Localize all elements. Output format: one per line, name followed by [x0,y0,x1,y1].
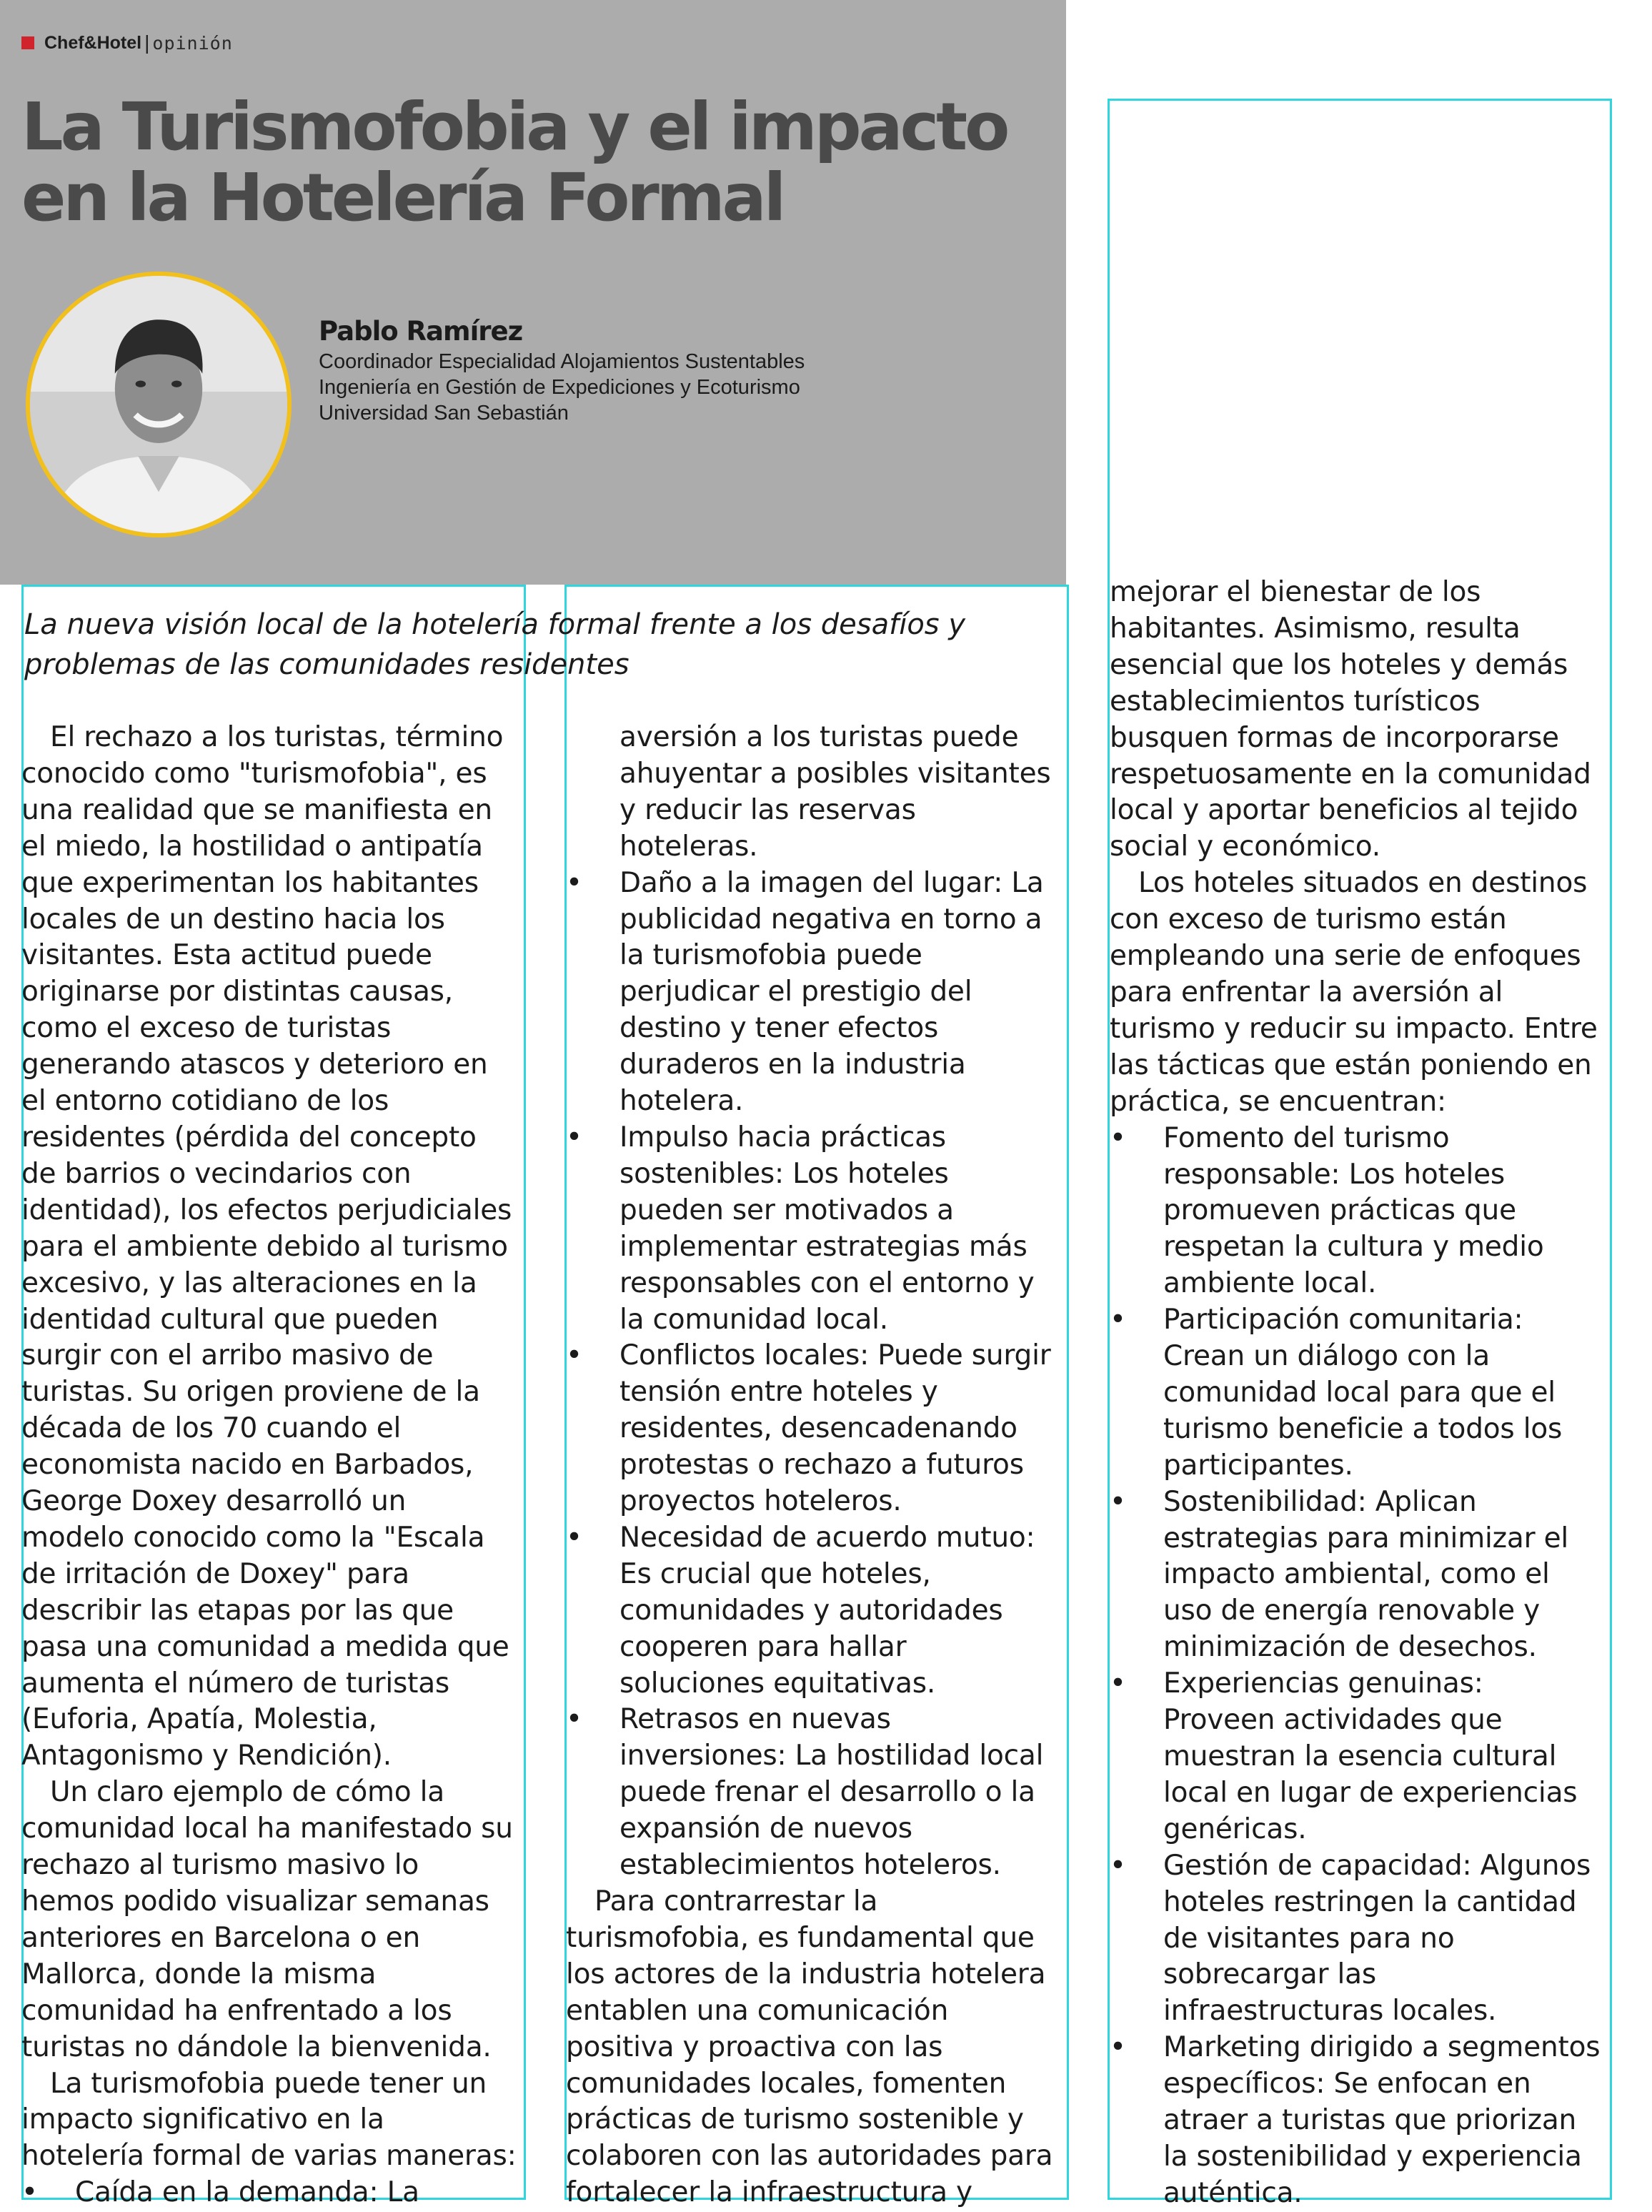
body-line: pasa una comunidad a medida que [21,1630,509,1663]
body-line: responsables con el entorno y [620,1266,1035,1299]
body-line: Es crucial que hoteles, [620,1557,931,1590]
body-line: generando atascos y deterioro en [21,1048,488,1081]
bullet-line: • Gestión de capacidad: Algunos [1110,1848,1638,1885]
body-line: prácticas de turismo sostenible y [566,2103,1024,2136]
body-line: específicos: Se enfocan en [1163,2068,1531,2101]
body-line: local en lugar de experiencias [1163,1776,1578,1809]
brand-name: Chef&Hotel [44,32,142,53]
body-line: Crean un diálogo con la [1163,1340,1491,1373]
body-line: hoteleras. [620,830,758,863]
body-line: anteriores en Barcelona o en [21,1921,420,1954]
author-university: Universidad San Sebastián [319,402,569,425]
author-role: Coordinador Especialidad Alojamientos Sustentables [319,350,805,373]
body-line: para enfrentar la aversión al [1110,976,1503,1008]
body-line: pueden ser motivados a [620,1194,954,1226]
body-line: comunidades locales, fomenten [566,2067,1007,2100]
body-line: publicidad negativa en torno a [620,903,1043,936]
author-program: Ingeniería en Gestión de Expediciones y Ecoturismo [319,376,800,399]
body-line: las tácticas que están poniendo en [1110,1048,1592,1081]
body-line: hemos podido visualizar semanas [21,1885,489,1918]
body-line: y reducir las reservas [620,793,916,826]
body-line: positiva y proactiva con las [566,2030,943,2063]
body-line: George Doxey desarrolló un [21,1485,407,1518]
body-line: de visitantes para no [1163,1922,1455,1955]
column-3 [1110,575,1638,2212]
body-line: estrategias para minimizar el [1163,1522,1569,1554]
body-line: puede frenar el desarrollo o la [620,1776,1035,1809]
body-line: esencial que los hoteles y demás [1110,648,1568,681]
author-avatar [26,272,292,537]
body-line: empleando una serie de enfoques [1110,940,1581,973]
body-line: la sostenibilidad y experiencia [1163,2140,1582,2173]
body-line: infraestructuras locales. [1163,1995,1497,2028]
body-line: comunidades y autoridades [620,1594,1003,1627]
body-line: uso de energía renovable y [1163,1594,1540,1627]
body-line: los actores de la industria hotelera [566,1958,1046,1990]
body-line: turismo y reducir su impacto. Entre [1110,1012,1598,1045]
body-line: El rechazo a los turistas, término [50,721,504,753]
bullet-line: • Necesidad de acuerdo mutuo: [566,1520,1095,1557]
body-line: la turismofobia puede [620,939,922,972]
body-line: establecimientos hoteleros. [620,1849,1001,1882]
body-line: soluciones equitativas. [620,1667,936,1700]
body-line: destino y tener efectos [620,1012,939,1045]
body-line: cooperen para hallar [620,1630,907,1663]
subtitle-line: La nueva visión local de la hotelería formal frente a los desafíos y [24,608,966,641]
body-line: con exceso de turismo están [1110,903,1507,936]
body-line: social y económico. [1110,830,1380,863]
body-line: turistas no dándole la bienvenida. [21,2030,492,2063]
body-line: describir las etapas por las que [21,1594,454,1627]
body-line: comunidad local para que el [1163,1376,1556,1409]
body-line: aumenta el número de turistas [21,1667,450,1700]
bullet-line: • Impulso hacia prácticas [566,1120,1095,1156]
body-line: (Euforia, Apatía, Molestia, [21,1703,377,1736]
brand [21,31,233,54]
brand-square-icon [21,36,34,49]
body-line: residentes (pérdida del concepto [21,1121,477,1154]
body-line: Proveen actividades que [1163,1704,1503,1737]
author-name: Pablo Ramírez [319,316,523,347]
body-line: el miedo, la hostilidad o antipatía [21,830,483,863]
brand-separator: | [144,31,150,54]
body-line: fortalecer la infraestructura y [566,2176,972,2209]
body-line: participantes. [1163,1449,1353,1482]
body-line: identidad), los efectos perjudiciales [21,1194,512,1226]
body-line: de irritación de Doxey" para [21,1557,409,1590]
body-line: turistas. Su origen proviene de la [21,1376,480,1409]
author-block [319,314,805,426]
body-line: turismo beneficie a todos los [1163,1412,1563,1445]
body-line: tensión entre hoteles y [620,1376,938,1409]
title-line: en la Hotelería Formal [21,159,784,236]
body-line: como el exceso de turistas [21,1012,392,1045]
body-line: inversiones: La hostilidad local [620,1740,1044,1772]
bullet-line: • Fomento del turismo [1110,1121,1638,1157]
subtitle-line: problemas de las comunidades residentes [24,648,630,681]
body-line: sostenibles: Los hoteles [620,1157,949,1190]
body-line: proyectos hoteleros. [620,1485,902,1518]
body-line: excesivo, y las alteraciones en la [21,1266,477,1299]
body-line: que experimentan los habitantes [21,866,479,899]
body-line: identidad cultural que pueden [21,1303,439,1336]
body-line: hotelería formal de varias maneras: [21,2140,517,2173]
body-line: conocido como "turismofobia", es [21,757,487,790]
body-line: habitantes. Asimismo, resulta [1110,612,1521,645]
body-line: respetan la cultura y medio [1163,1231,1544,1264]
body-line: Para contrarrestar la [594,1885,878,1918]
body-line: muestran la esencia cultural [1163,1740,1557,1772]
header-banner [0,0,1066,585]
body-line: busquen formas de incorporarse [1110,721,1559,754]
body-line: hoteles restringen la cantidad [1163,1885,1577,1918]
bullet-line: • Participación comunitaria: [1110,1302,1638,1339]
column-1 [21,720,550,2211]
body-line: impacto ambiental, como el [1163,1558,1550,1591]
bullet-line: • Sostenibilidad: Aplican [1110,1484,1638,1521]
body-line: establecimientos turísticos [1110,685,1481,718]
body-line: modelo conocido como la "Escala [21,1521,485,1554]
body-line: respetuosamente en la comunidad [1110,758,1591,790]
body-line: residentes, desencadenando [620,1412,1017,1445]
body-line: entablen una comunicación [566,1994,949,2027]
body-line: sobrecargar las [1163,1958,1376,1991]
body-line: colaboren con las autoridades para [566,2140,1053,2173]
body-line: impacto significativo en la [21,2103,384,2136]
body-line: surgir con el arribo masivo de [21,1339,434,1372]
body-line: Los hoteles situados en destinos [1138,867,1588,900]
article-title [21,89,1050,236]
bullet-line: • Conflictos locales: Puede surgir [566,1338,1095,1374]
body-line: duraderos en la industria [620,1048,966,1081]
body-line: Antagonismo y Rendición). [21,1740,392,1772]
bullet-line: • Daño a la imagen del lugar: La [566,866,1095,902]
body-line: la comunidad local. [620,1303,888,1336]
body-line: locales de un destino hacia los [21,903,445,936]
body-line: protestas o rechazo a futuros [620,1449,1024,1482]
body-line: comunidad local ha manifestado su [21,1812,513,1845]
body-line: auténtica. [1163,2176,1303,2209]
article-subtitle [24,605,1053,685]
body-line: década de los 70 cuando el [21,1412,402,1445]
body-line: genéricas. [1163,1812,1307,1845]
body-line: promueven prácticas que [1163,1194,1516,1227]
body-line: local y aportar beneficios al tejido [1110,794,1578,827]
body-line: originarse por distintas causas, [21,976,453,1008]
body-line: rechazo al turismo masivo lo [21,1849,419,1882]
body-line: hotelera. [620,1085,744,1118]
body-line: La turismofobia puede tener un [50,2067,487,2100]
body-line: Mallorca, donde la misma [21,1958,377,1990]
body-line: economista nacido en Barbados, [21,1449,474,1482]
body-line: Un claro ejemplo de cómo la [50,1776,444,1809]
body-line: para el ambiente debido al turismo [21,1230,508,1263]
body-line: comunidad ha enfrentado a los [21,1994,452,2027]
author-photo [30,276,287,533]
bullet-line: • Experiencias genuinas: [1110,1666,1638,1702]
body-line: minimización de desechos. [1163,1631,1537,1664]
body-line: responsable: Los hoteles [1163,1158,1505,1191]
body-line: perjudicar el prestigio del [620,976,972,1008]
body-line: una realidad que se manifiesta en [21,793,492,826]
bullet-line: • Caída en la demanda: La [21,2175,550,2211]
body-line: implementar estrategias más [620,1230,1027,1263]
body-line: expansión de nuevos [620,1812,912,1845]
body-line: aversión a los turistas puede [620,721,1019,753]
body-line: mejorar el bienestar de los [1110,576,1481,608]
column-2 [566,720,1095,2211]
bullet-line: • Retrasos en nuevas [566,1702,1095,1738]
body-line: ambiente local. [1163,1267,1377,1300]
body-line: el entorno cotidiano de los [21,1085,389,1118]
body-line: atraer a turistas que priorizan [1163,2104,1577,2137]
bullet-line: • Marketing dirigido a segmentos [1110,2030,1638,2066]
body-line: de barrios o vecindarios con [21,1157,412,1190]
section-label: opinión [152,32,233,54]
title-line: La Turismofobia y el impacto [21,89,1007,165]
body-line: visitantes. Esta actitud puede [21,939,432,972]
body-line: práctica, se encuentran: [1110,1085,1446,1118]
body-line: turismofobia, es fundamental que [566,1921,1035,1954]
body-line: ahuyentar a posibles visitantes [620,757,1051,790]
